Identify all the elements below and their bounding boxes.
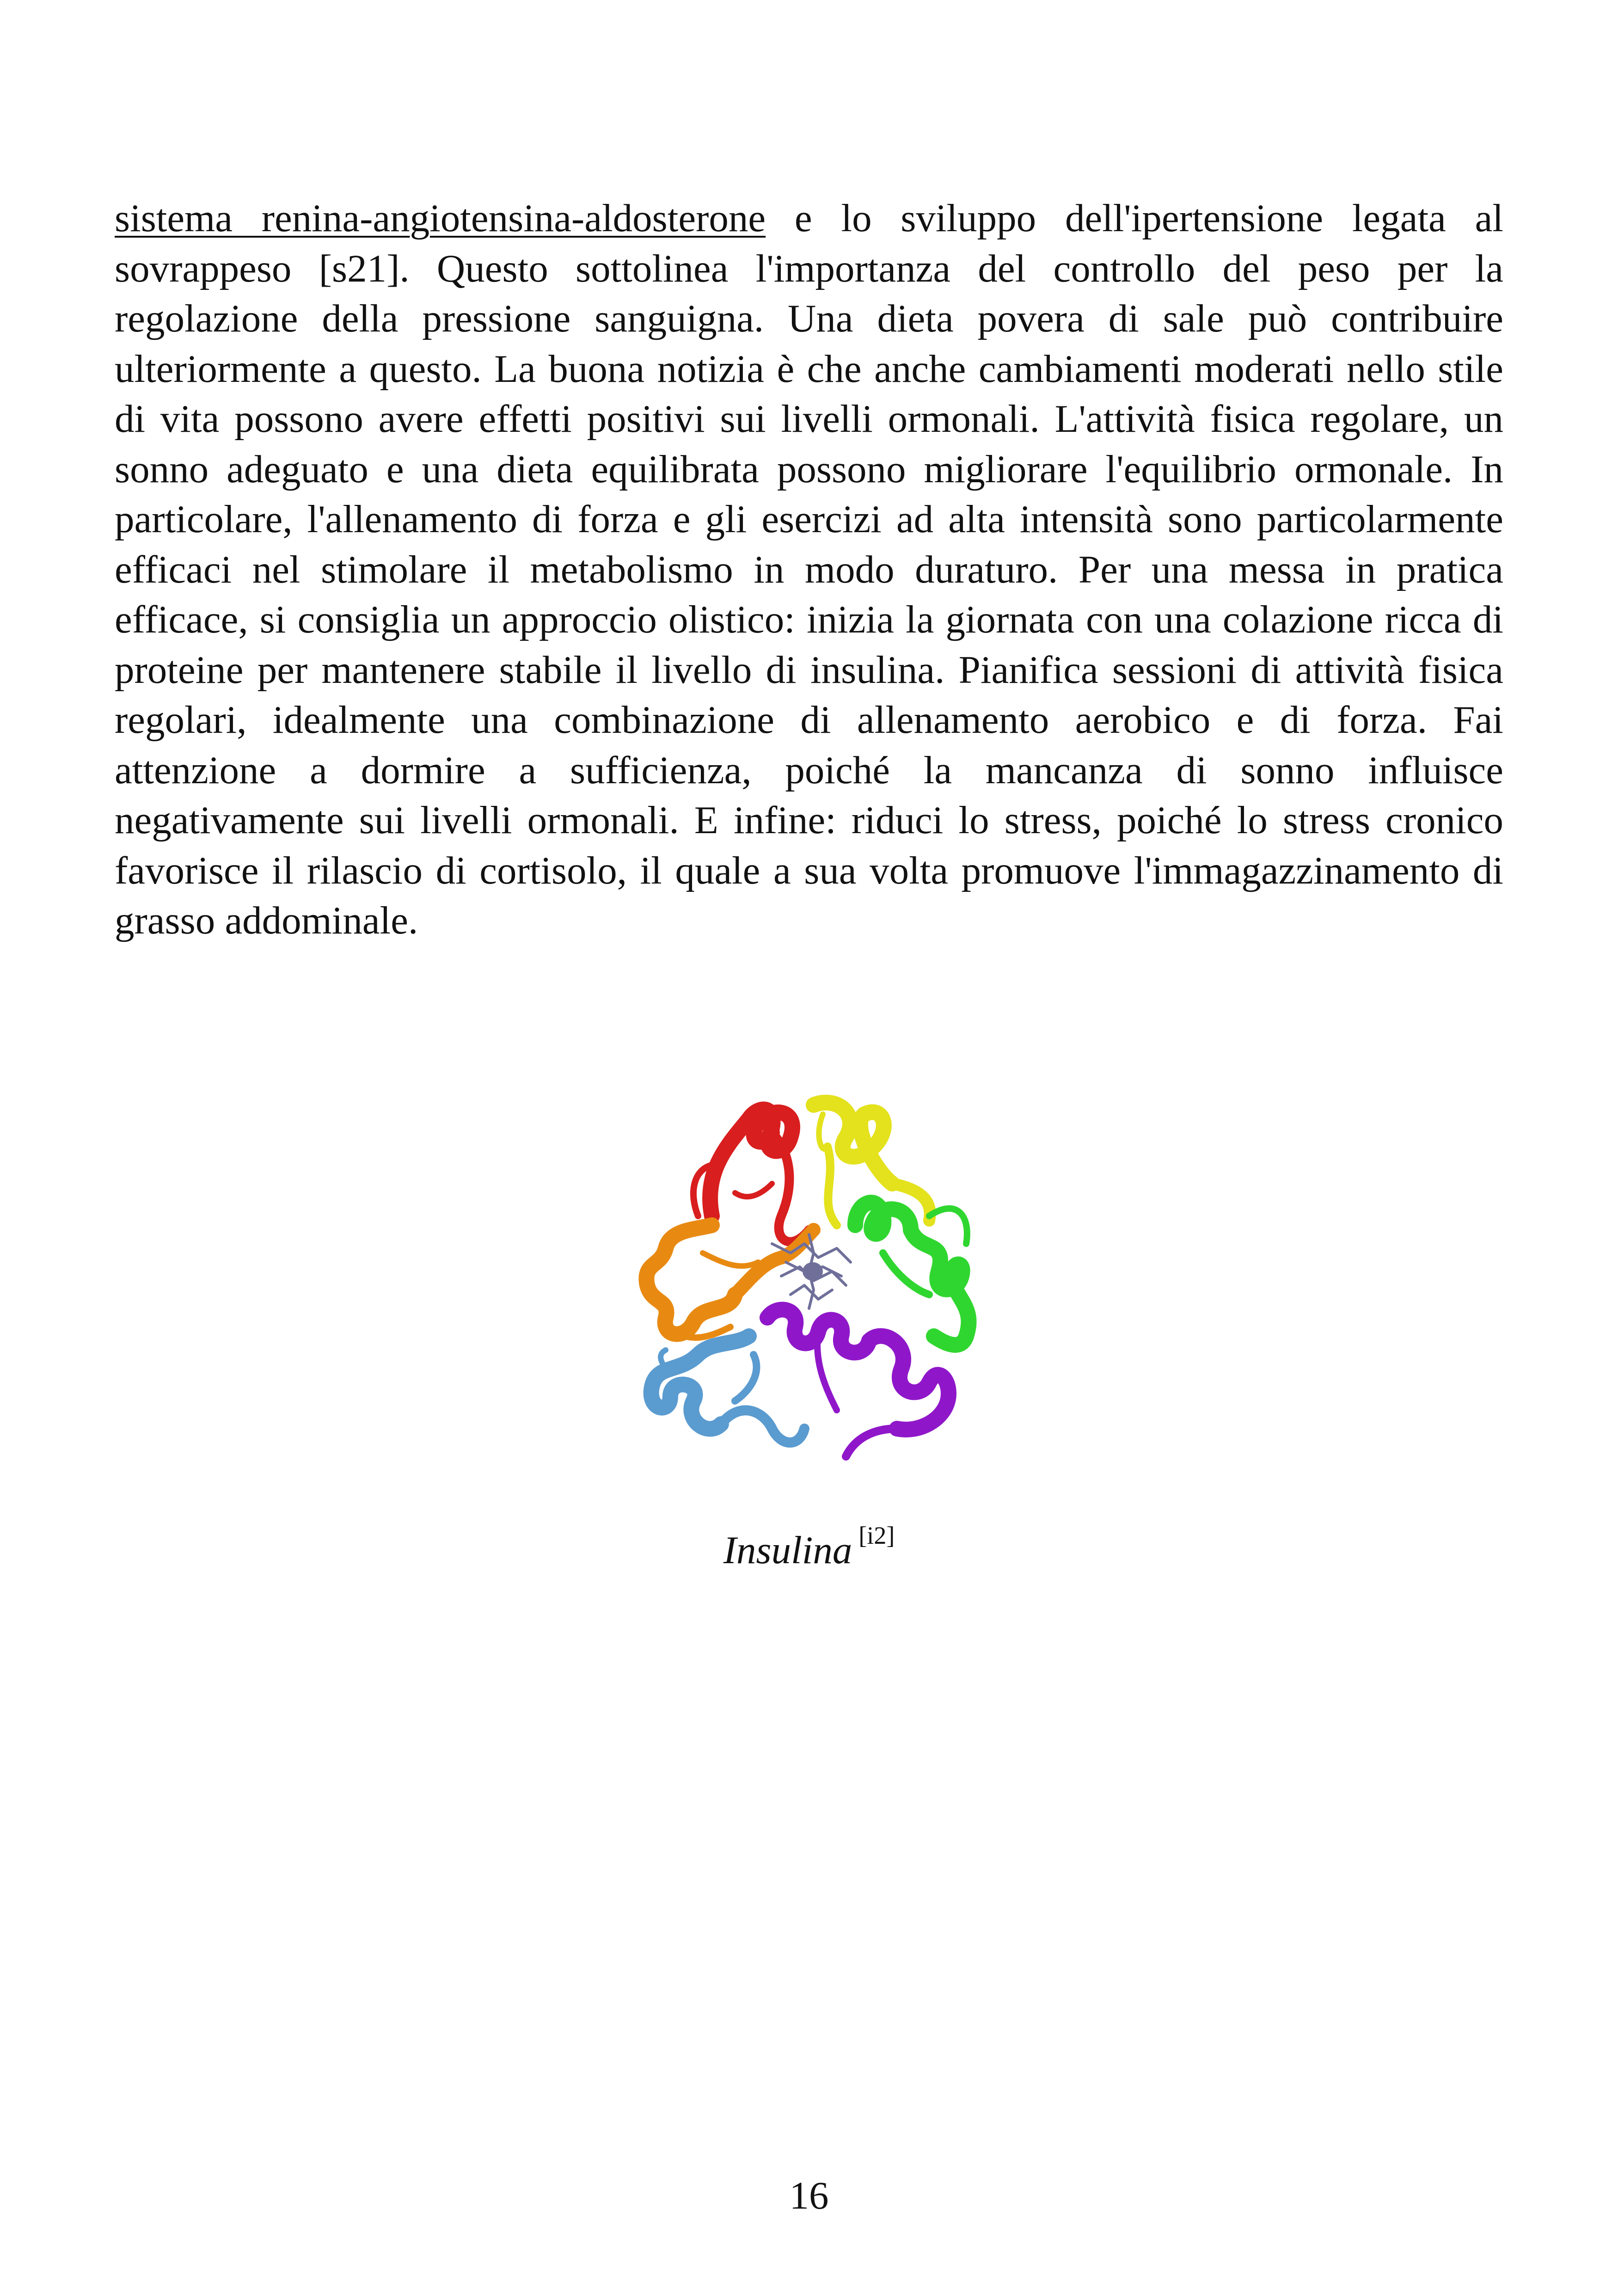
raas-link[interactable]: sistema renina-angiotensina-aldosterone	[115, 196, 766, 240]
page-number: 16	[789, 2174, 829, 2217]
blue-chain	[651, 1336, 804, 1443]
caption-title: Insulina	[723, 1529, 852, 1572]
insulin-figure	[596, 1077, 1022, 1475]
insulin-ribbon-image	[596, 1077, 1022, 1475]
body-paragraph	[115, 193, 1503, 946]
green-chain	[855, 1203, 969, 1345]
zinc-ion	[803, 1262, 823, 1281]
figure-caption	[0, 1521, 1618, 1573]
purple-chain	[767, 1310, 949, 1456]
paragraph-text: e lo sviluppo dell'ipertensione legata al sovrappeso [s21]. Questo sottolinea l'importanza del controllo del peso per la regolazione della pressione sanguigna. Una dieta povera di sale può contribuire ulteriormente a questo. La buona notizia è che anche cambiamenti moderati nello stile di vita possono avere effetti positivi sui livelli ormonali. L'attività fisica regolare, un sonno adeguato e una dieta equilibrata possono migliorare l'equilibrio ormonale. In particolare, l'allenamento di forza e gli esercizi ad alta intensità sono particolarmente efficaci nel stimolare il metabolismo in modo duraturo. Per una messa in pratica efficace, si consiglia un approccio olistico: inizia la giornata con una colazione ricca di proteine per mantenere stabile il livello di insulina. Pianifica sessioni di attività fisica regolari, idealmente una combinazione di allenamento aerobico e di forza. Fai attenzione a dormire a sufficienza, poiché la mancanza di sonno influisce negativamente sui livelli ormonali. E infine: riduci lo stress, poiché lo stress cronico favorisce il rilascio di cortisolo, il quale a sua volta promuove l'immagazzinamento di grasso addominale.	[115, 196, 1503, 942]
caption-reference: [i2]	[858, 1522, 895, 1549]
